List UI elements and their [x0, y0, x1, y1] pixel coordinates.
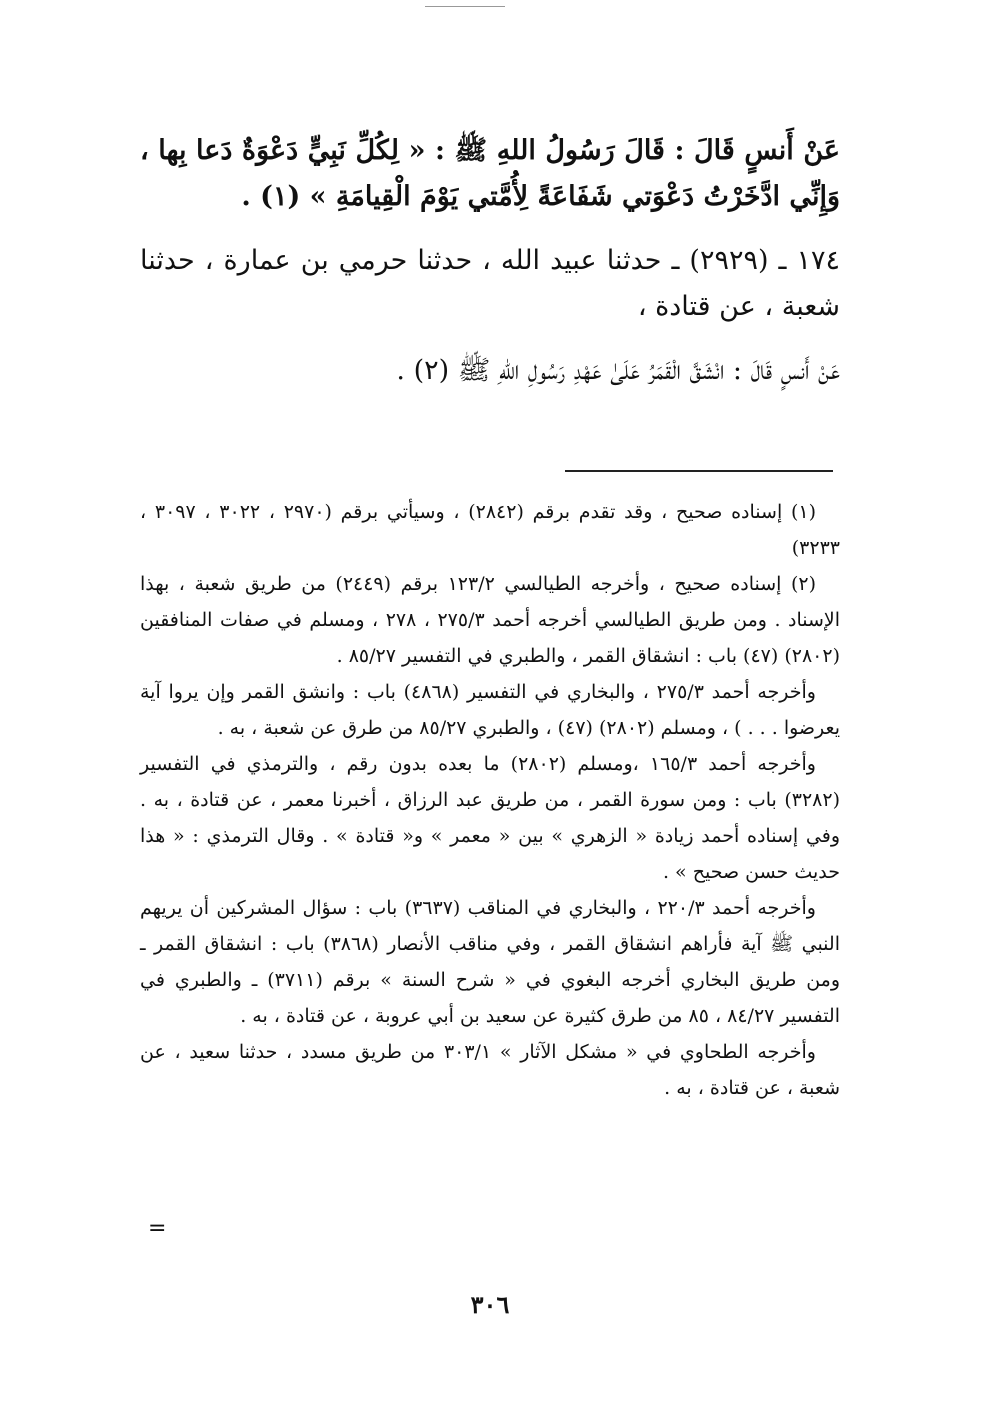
footnote-divider [565, 470, 833, 472]
main-text [140, 128, 840, 394]
footnote: وأخرجه أحمد ٢٢٠/٣ ، والبخاري في المناقب (٣٦٣٧) باب : سؤال المشركين أن يريهم النبي ﷺ آية فأراهم انشقاق القمر ، وفي مناقب الأنصار (٣٨٦٨) باب : انشقاق القمر ـ ومن طريق البخاري أخرجه البغوي في « شرح السنة » برقم (٣٧١١) ـ والطبري في التفسير ٨٤/٢٧ ، ٨٥ من طرق كثيرة عن سعيد بن أبي عروبة ، عن قتادة ، به . [140, 897, 841, 1027]
top-divider [425, 6, 505, 7]
isnad-paragraph: ١٧٤ ـ (٢٩٢٩) ـ حدثنا عبيد الله ، حدثنا حرمي بن عمارة ، حدثنا شعبة ، عن قتادة ، [140, 245, 840, 322]
footnote: (٢) إسناده صحيح ، وأخرجه الطيالسي ١٢٣/٢ برقم (٢٤٤٩) من طريق شعبة ، بهذا الإسناد . ومن طريق الطيالسي أخرجه أحمد ٢٧٥/٣ ، ٢٧٨ ، ومسلم في صفات المنافقين (٢٨٠٢) (٤٧) باب : انشقاق القمر ، والطبري في التفسير ٨٥/٢٧ . [140, 573, 841, 667]
footnote: وأخرجه أحمد ١٦٥/٣ ،ومسلم (٢٨٠٢) ما بعده بدون رقم ، والترمذي في التفسير (٣٢٨٢) باب : ومن سورة القمر ، من طريق عبد الرزاق ، أخبرنا معمر ، عن قتادة ، به . وفي إسناده أحمد زيادة « الزهري » بين « معمر » و« قتادة » . وقال الترمذي : « هذا حديث حسن صحيح » . [140, 753, 840, 883]
continuation-mark: = [148, 1216, 167, 1241]
footnote: وأخرجه الطحاوي في « مشكل الآثار » ٣٠٣/١ من طريق مسدد ، حدثنا سعيد ، عن شعبة ، عن قتادة ، به . [140, 1041, 840, 1099]
footnotes [140, 494, 840, 1106]
footnote: وأخرجه أحمد ٢٧٥/٣ ، والبخاري في التفسير (٤٨٦٨) باب : وانشق القمر وإن يروا آية يعرضوا . . . ) ، ومسلم (٢٨٠٢) (٤٧) ، والطبري ٨٥/٢٧ من طرق عن شعبة ، به . [140, 681, 840, 739]
hadith-paragraph: عَنْ أَنسٍ قَالَ : قَالَ رَسُولُ اللهِ ﷺ : « لِكُلِّ نَبِيٍّ دَعْوَةٌ دَعا بِها ، وَإِنِّي ادَّخَرْتُ دَعْوَتي شَفَاعَةً لِأُمَّتي يَوْمَ الْقِيامَةِ » (١) . [140, 135, 840, 212]
footnote: (١) إسناده صحيح ، وقد تقدم برقم (٢٨٤٢) ، وسيأتي برقم (٢٩٧٠ ، ٣٠٢٢ ، ٣٠٩٧ ، ٣٢٣٣) [140, 501, 840, 559]
hadith-paragraph: عَنْ أَنسٍ قَالَ : انْشَقَّ الْقَمَرُ عَلَىٰ عَهْدِ رَسُولِ اللهِ ﷺ (٢) . [396, 355, 840, 386]
page-number: ٣٠٦ [470, 1290, 510, 1319]
